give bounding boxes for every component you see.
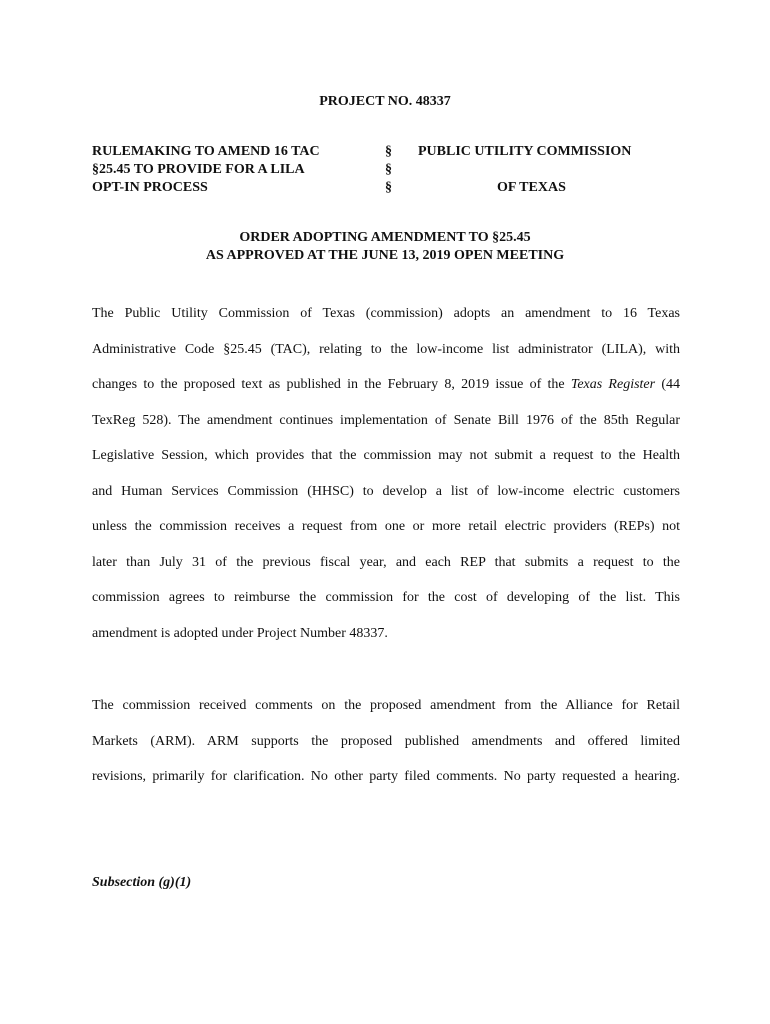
caption-agency-line-1: PUBLIC UTILITY COMMISSION <box>418 144 632 159</box>
caption-section-marks <box>385 143 405 197</box>
paragraph-adoption <box>92 296 680 651</box>
caption-left-line: OPT-IN PROCESS <box>92 180 208 195</box>
section-mark: § <box>385 144 392 159</box>
caption-rulemaking-title <box>92 143 372 197</box>
paragraph-line: later than July 31 of the previous fiscal year, and each REP that submits a request to the <box>92 554 680 570</box>
paragraph-line: unless the commission receives a request from one or more retail electric providers (REPs) not <box>92 519 680 534</box>
paragraph-line: The commission received comments on the proposed amendment from the Alliance for Retail <box>92 698 680 713</box>
paragraph-comments <box>92 688 680 795</box>
section-mark: § <box>385 162 392 177</box>
paragraph-line: Administrative Code §25.45 (TAC), relating to the low-income list administrator (LILA), with <box>92 341 680 357</box>
paragraph-line: Legislative Session, which provides that the commission may not submit a request to the Health <box>92 448 680 463</box>
project-number: PROJECT NO. 48337 <box>319 94 451 109</box>
paragraph-line: TexReg 528). The amendment continues implementation of Senate Bill 1976 of the 85th Regular <box>92 412 680 428</box>
case-caption <box>92 143 692 203</box>
publication-title: Texas Register <box>570 377 656 392</box>
paragraph-line: and Human Services Commission (HHSC) to develop a list of low-income electric customers <box>92 483 680 499</box>
paragraph-line: Markets (ARM). ARM supports the proposed published amendments and offered limited <box>92 733 680 749</box>
order-title <box>0 229 770 265</box>
caption-agency-line-2: OF TEXAS <box>497 180 566 195</box>
paragraph-line-suffix: (44 <box>655 377 680 392</box>
caption-left-line: §25.45 TO PROVIDE FOR A LILA <box>92 162 305 177</box>
paragraph-line: The Public Utility Commission of Texas (commission) adopts an amendment to 16 Texas <box>92 306 680 321</box>
paragraph-line: amendment is adopted under Project Number 48337. <box>92 625 388 641</box>
paragraph-line <box>92 367 680 403</box>
paragraph-line: revisions, primarily for clarification. No other party filed comments. No party requested a hearing. <box>92 769 680 784</box>
paragraph-line-text: changes to the proposed text as published in the February 8, 2019 issue of the <box>92 377 571 392</box>
caption-left-line: RULEMAKING TO AMEND 16 TAC <box>92 144 320 159</box>
order-title-line-2: AS APPROVED AT THE JUNE 13, 2019 OPEN MEETING <box>205 248 565 263</box>
order-title-line-1: ORDER ADOPTING AMENDMENT TO §25.45 <box>239 230 531 245</box>
paragraph-line: commission agrees to reimburse the commission for the cost of developing of the list. This <box>92 590 680 605</box>
subsection-heading: Subsection (g)(1) <box>92 875 192 890</box>
section-mark: § <box>385 180 392 195</box>
